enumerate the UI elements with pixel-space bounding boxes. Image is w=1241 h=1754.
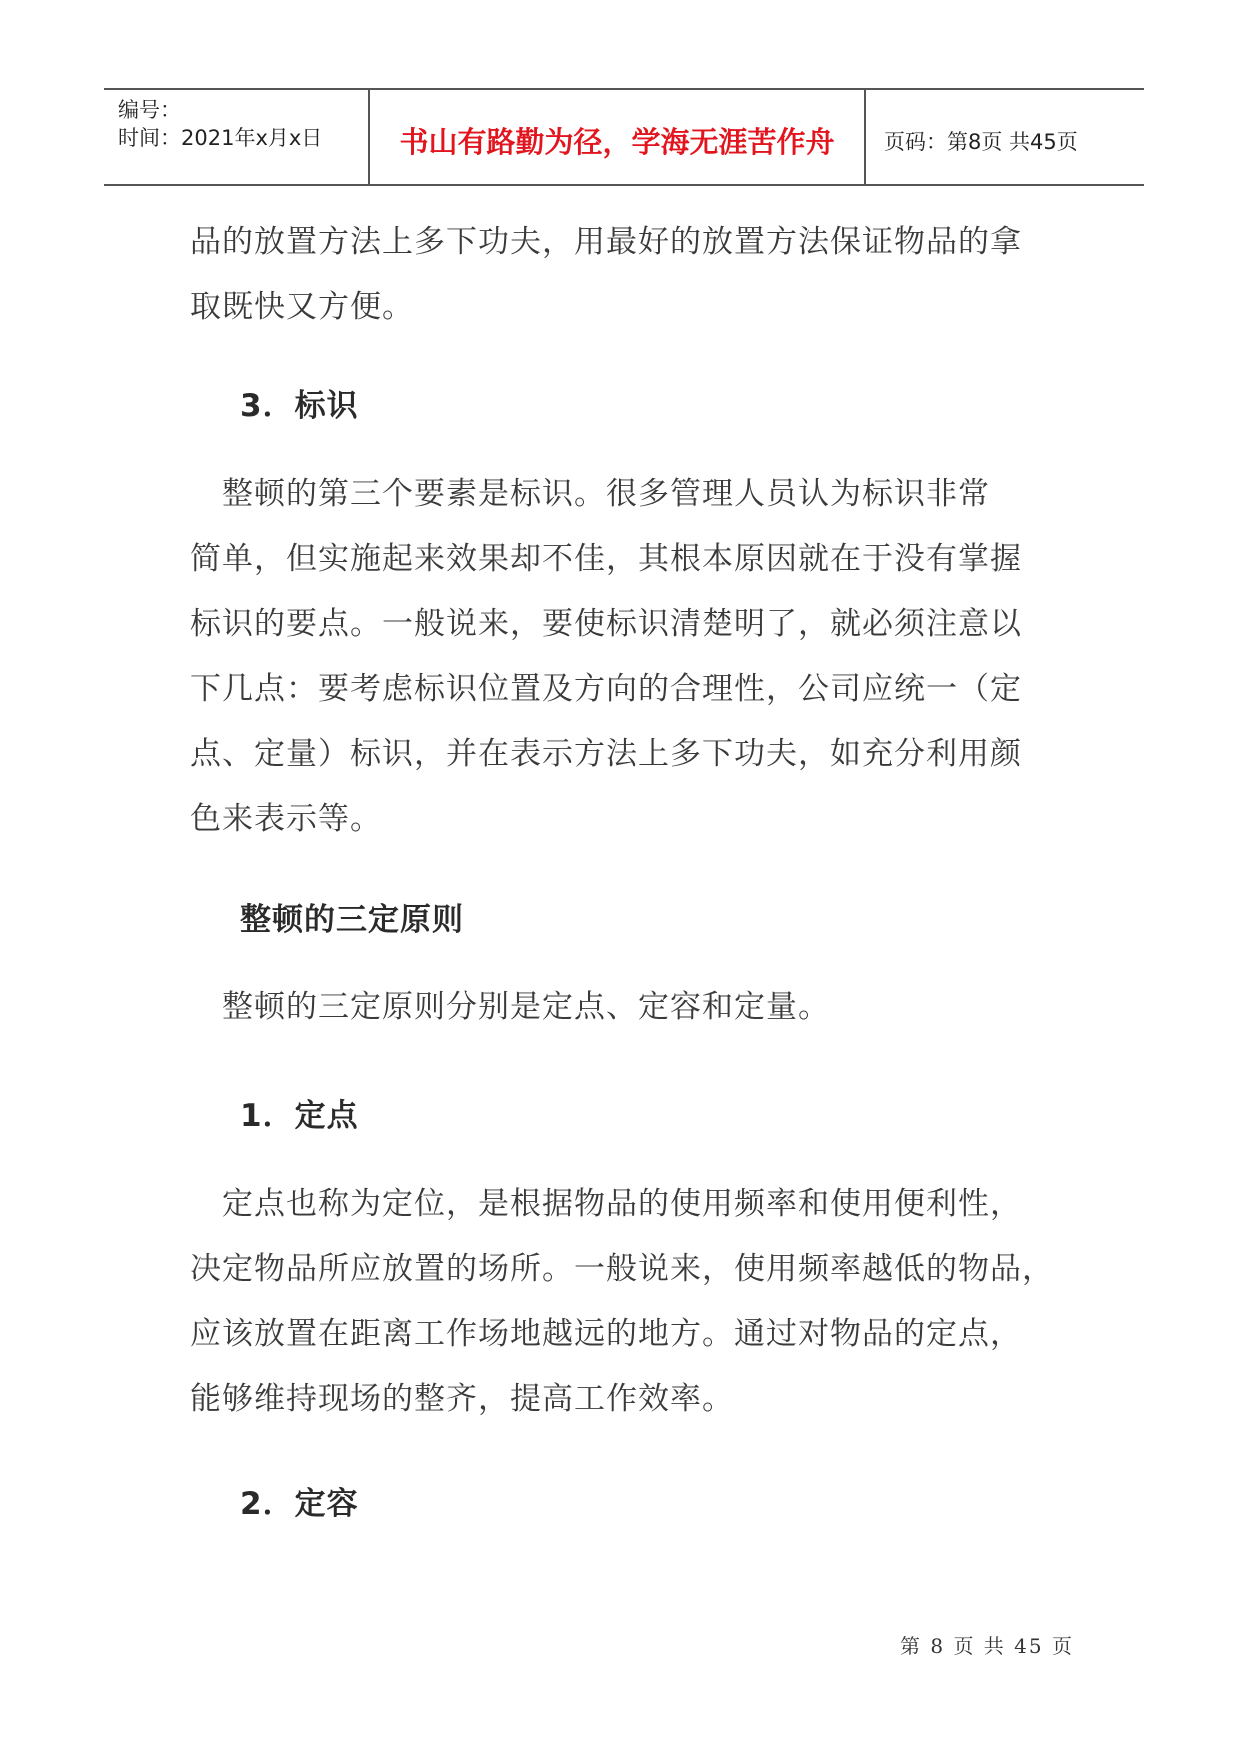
document-time-label: 时间：2021年x月x日 [118, 126, 323, 150]
paragraph-identification [190, 462, 1022, 852]
header-motto-cell [368, 90, 866, 184]
document-number-label: 编号： [118, 98, 181, 122]
section-heading-three-principles: 整顿的三定原则 [240, 902, 464, 938]
page-footer-number: 第 8 页 共 45 页 [900, 1634, 1074, 1658]
header-page-code: 页码：第8页 共45页 [884, 130, 1078, 154]
text-line: 决定物品所应放置的场所。一般说来，使用频率越低的物品， [190, 1251, 1054, 1287]
page-header [104, 88, 1144, 186]
text-line: 应该放置在距离工作场地越远的地方。通过对物品的定点， [190, 1316, 1022, 1352]
section-heading-identification: 3．标识 [240, 388, 359, 424]
text-line: 定点也称为定位，是根据物品的使用频率和使用便利性， [190, 1186, 1022, 1222]
header-page-cell [864, 90, 1144, 184]
paragraph-fixed-location [190, 1172, 1054, 1432]
text-line: 简单，但实施起来效果却不佳，其根本原因就在于没有掌握 [190, 541, 1022, 577]
text-line: 品的放置方法上多下功夫，用最好的放置方法保证物品的拿 [190, 224, 1022, 260]
header-motto: 书山有路勤为径，学海无涯苦作舟 [399, 125, 835, 159]
text-line: 下几点：要考虑标识位置及方向的合理性，公司应统一（定 [190, 671, 1022, 707]
text-line: 整顿的第三个要素是标识。很多管理人员认为标识非常 [190, 476, 990, 512]
section-heading-fixed-location: 1．定点 [240, 1098, 359, 1134]
text-line: 取既快又方便。 [190, 289, 414, 325]
text-line: 点、定量）标识，并在表示方法上多下功夫，如充分利用颜 [190, 736, 1022, 772]
header-meta-cell [104, 90, 366, 184]
text-line: 标识的要点。一般说来，要使标识清楚明了，就必须注意以 [190, 606, 1022, 642]
paragraph-placement [190, 210, 1022, 340]
text-line: 整顿的三定原则分别是定点、定容和定量。 [190, 989, 830, 1025]
section-heading-fixed-container: 2．定容 [240, 1486, 359, 1522]
paragraph-three-principles [190, 975, 830, 1040]
text-line: 能够维持现场的整齐，提高工作效率。 [190, 1381, 734, 1417]
text-line: 色来表示等。 [190, 801, 382, 837]
